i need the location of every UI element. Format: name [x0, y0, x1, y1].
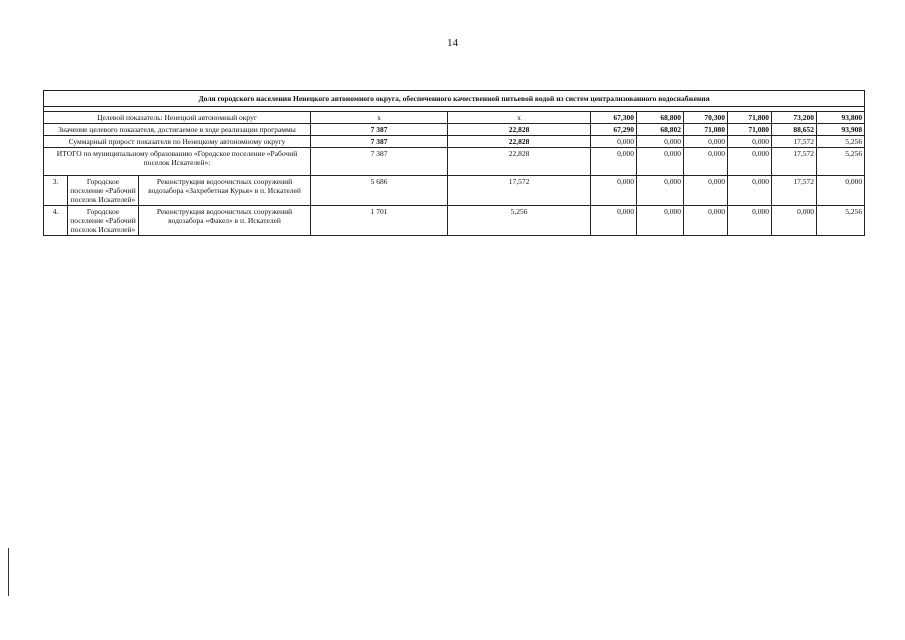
value-cell: 0,000: [591, 136, 637, 148]
municipality-cell: Городское поселение «Рабочий поселок Искателей»: [68, 176, 139, 206]
table-title: Доля городского населения Ненецкого автономного округа, обеспеченного качественной питьевой водой из систем централизованного водоснабжения: [44, 91, 865, 107]
value-cell: 0,000: [684, 148, 728, 176]
value-cell: 0,000: [728, 176, 772, 206]
value-cell: 71,080: [684, 124, 728, 136]
value-cell: 0,000: [591, 176, 637, 206]
value-cell: 5,256: [448, 206, 591, 236]
value-cell: 7 387: [311, 124, 448, 136]
value-cell: 0,000: [591, 148, 637, 176]
page-number: 14: [447, 37, 458, 49]
value-cell: 17,572: [772, 148, 817, 176]
value-cell: 67,300: [591, 112, 637, 124]
table-title-row: [44, 91, 865, 107]
increase-row: [44, 136, 865, 148]
value-cell: 0,000: [684, 206, 728, 236]
value-cell: 5,256: [817, 148, 865, 176]
target-row: [44, 112, 865, 124]
row-label: Суммарный прирост показателя по Ненецкому автономному округу: [44, 136, 311, 148]
row-label: Значение целевого показателя, достигаемое в ходе реализации программы: [44, 124, 311, 136]
row-label: Целевой показатель: Ненецкий автономный округ: [44, 112, 311, 124]
value-cell: 71,080: [728, 124, 772, 136]
table-row: [44, 206, 865, 236]
value-cell: 67,290: [591, 124, 637, 136]
municipality-cell: Городское поселение «Рабочий поселок Искателей»: [68, 206, 139, 236]
value-cell: 5,256: [817, 136, 865, 148]
item-number: 4.: [44, 206, 68, 236]
value-cell: 93,800: [817, 112, 865, 124]
value-cell: x: [448, 112, 591, 124]
value-cell: 0,000: [728, 206, 772, 236]
achieved-row: [44, 124, 865, 136]
value-cell: 5 686: [311, 176, 448, 206]
value-cell: 0,000: [637, 148, 684, 176]
value-cell: 0,000: [684, 136, 728, 148]
value-cell: 7 387: [311, 148, 448, 176]
value-cell: 88,652: [772, 124, 817, 136]
total-row: [44, 148, 865, 176]
value-cell: 22,828: [448, 124, 591, 136]
value-cell: 22,828: [448, 136, 591, 148]
value-cell: 17,572: [772, 176, 817, 206]
table-row: [44, 176, 865, 206]
value-cell: 0,000: [817, 176, 865, 206]
indicator-table: [43, 90, 865, 236]
value-cell: 0,000: [637, 206, 684, 236]
value-cell: 7 387: [311, 136, 448, 148]
value-cell: 73,200: [772, 112, 817, 124]
project-cell: Реконструкция водоочистных сооружений водозабора «Факел» в п. Искателей: [139, 206, 311, 236]
value-cell: 0,000: [728, 136, 772, 148]
value-cell: 93,908: [817, 124, 865, 136]
value-cell: 70,300: [684, 112, 728, 124]
value-cell: 0,000: [637, 136, 684, 148]
value-cell: x: [311, 112, 448, 124]
value-cell: 0,000: [591, 206, 637, 236]
value-cell: 0,000: [772, 206, 817, 236]
value-cell: 17,572: [448, 176, 591, 206]
value-cell: 0,000: [637, 176, 684, 206]
value-cell: 68,802: [637, 124, 684, 136]
value-cell: 5,256: [817, 206, 865, 236]
row-label: ИТОГО по муниципальному образованию «Городское поселение «Рабочий поселок Искателей»:: [44, 148, 311, 176]
value-cell: 1 701: [311, 206, 448, 236]
value-cell: 17,572: [772, 136, 817, 148]
margin-line: [8, 548, 9, 596]
value-cell: 71,800: [728, 112, 772, 124]
value-cell: 68,800: [637, 112, 684, 124]
project-cell: Реконструкция водоочистных сооружений водозабора «Захребетная Курья» в п. Искателей: [139, 176, 311, 206]
item-number: 3.: [44, 176, 68, 206]
value-cell: 22,828: [448, 148, 591, 176]
value-cell: 0,000: [728, 148, 772, 176]
value-cell: 0,000: [684, 176, 728, 206]
